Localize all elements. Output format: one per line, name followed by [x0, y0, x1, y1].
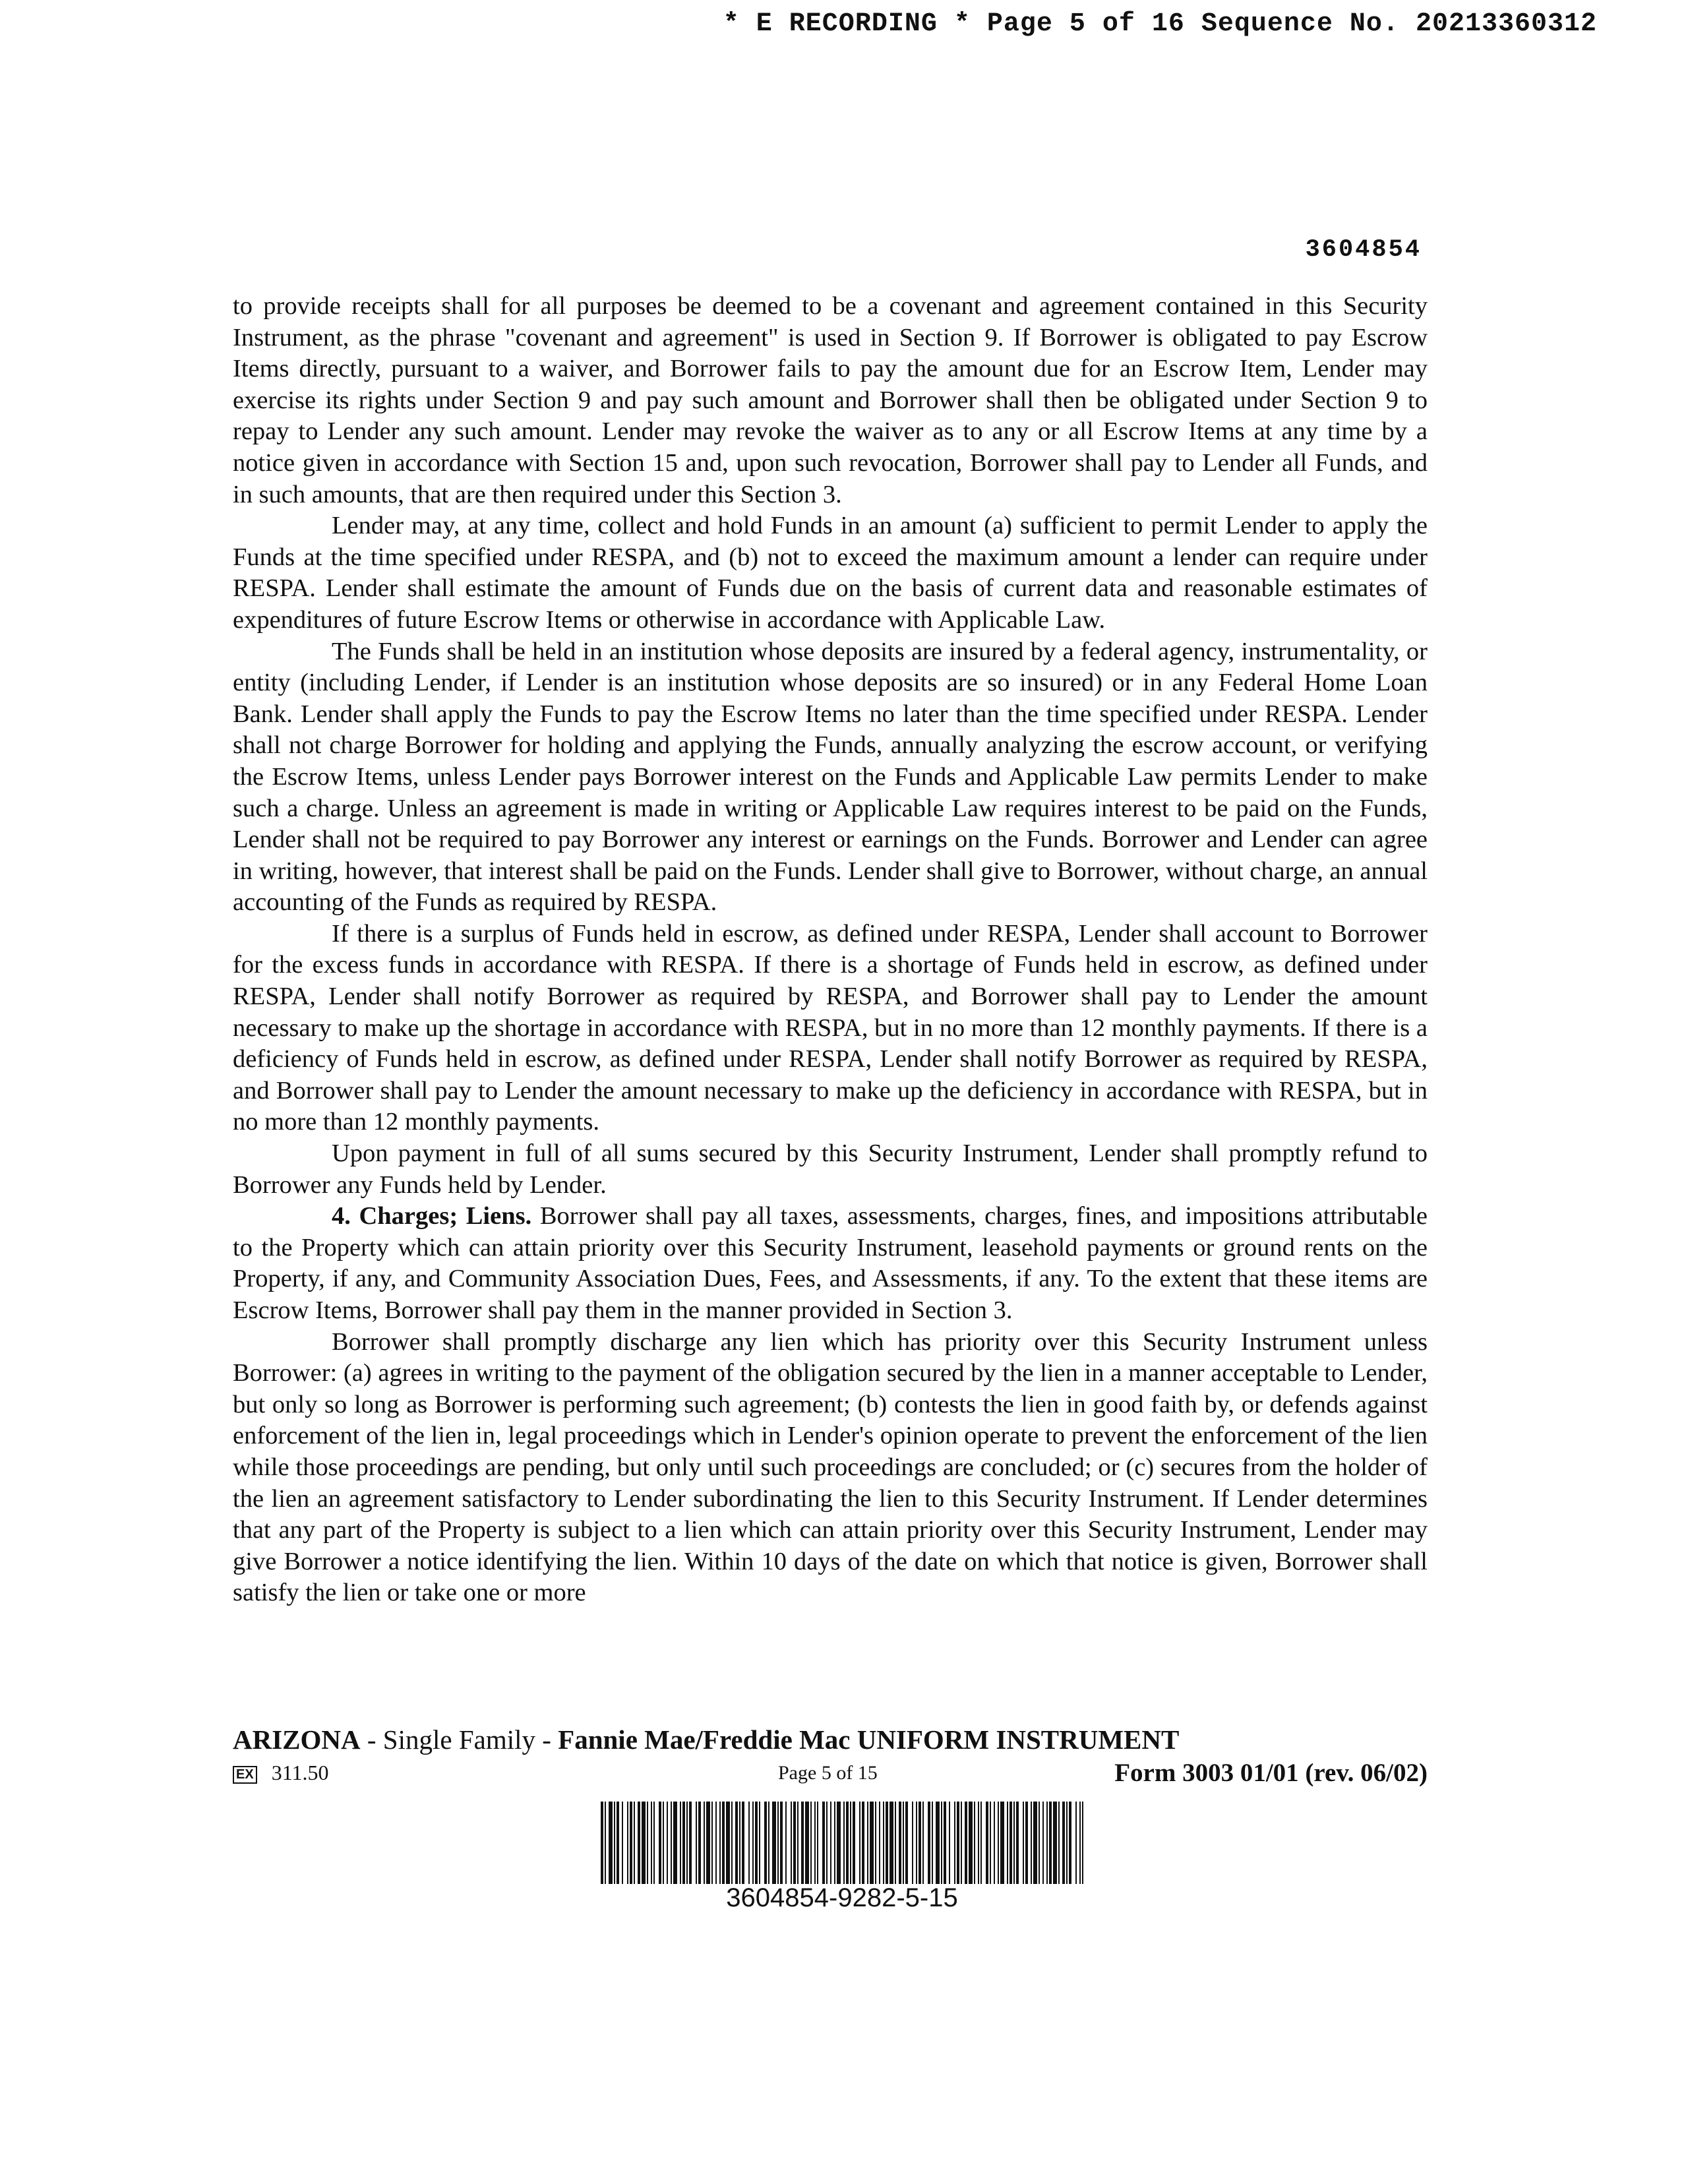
footer-instrument: Fannie Mae/Freddie Mac UNIFORM INSTRUMENT — [558, 1724, 1180, 1755]
section-4-text: Borrower shall pay all taxes, assessments, charges, fines, and impositions attributable to the Property which can attain priority over this Security Instrument, leasehold payments or ground rents on the Property, if any, and Community Association Dues, Fees, and Assessments, if any. To the extent that these items are Escrow Items, Borrower shall pay them in the manner provided in Section 3. — [233, 1202, 1428, 1324]
paragraph-refund: Upon payment in full of all sums secured by this Security Instrument, Lender shall promptly refund to Borrower any Funds held by Lender. — [233, 1139, 1428, 1199]
barcode-image — [601, 1802, 1083, 1884]
section-4-heading: 4. Charges; Liens. — [332, 1202, 532, 1230]
paragraph-continuation: to provide receipts shall for all purposes be deemed to be a covenant and agreement contained in this Security Instrument, as the phrase "covenant and agreement" is used in Section 9. If Borrower is obligated to pay Escrow Items directly, pursuant to a waiver, and Borrower fails to pay the amount due for an Escrow Item, Lender may exercise its rights under Section 9 and pay such amount and Borrower shall then be obligated under Section 9 to repay to Lender any such amount. Lender may revoke the waiver as to any or all Escrow Items at any time by a notice given in accordance with Section 15 and, upon such revocation, Borrower shall pay to Lender all Funds, and in such amounts, that are then required under this Section 3. — [233, 292, 1428, 508]
paragraph-fund-collection: Lender may, at any time, collect and hold Funds in an amount (a) sufficient to permit Lender to apply the Funds at the time specified under RESPA, and (b) not to exceed the maximum amount a lender can require under RESPA. Lender shall estimate the amount of Funds due on the basis of current data and reasonable estimates of expenditures of future Escrow Items or otherwise in accordance with Applicable Law. — [233, 512, 1428, 634]
footer-left — [233, 1761, 329, 1785]
paragraph-fund-holding: The Funds shall be held in an institution whose deposits are insured by a federal agency, instrumentality, or entity (including Lender, if Lender is an institution whose deposits are so insured) or in any Federal Home Loan Bank. Lender shall apply the Funds to pay the Escrow Items no later than the time specified under RESPA. Lender shall not charge Borrower for holding and applying the Funds, annually analyzing the escrow account, or verifying the Escrow Items, unless Lender pays Borrower interest on the Funds and Applicable Law permits Lender to make such a charge. Unless an agreement is made in writing or Applicable Law requires interest to be paid on the Funds, Lender shall not be required to pay Borrower any interest or earnings on the Funds. Borrower and Lender can agree in writing, however, that interest shall be paid on the Funds. Lender shall give to Borrower, without charge, an annual accounting of the Funds as required by RESPA. — [233, 637, 1428, 917]
form-title-line — [233, 1724, 1179, 1755]
footer-state: ARIZONA — [233, 1724, 361, 1755]
footer-page-number: Page 5 of 15 — [778, 1762, 878, 1784]
section-4-paragraph — [233, 1201, 1428, 1326]
footer-form-number: Form 3003 01/01 (rev. 06/02) — [1114, 1759, 1428, 1787]
form-info-line — [233, 1758, 1428, 1787]
document-number: 3604854 — [1305, 236, 1422, 264]
paragraph-lien-discharge: Borrower shall promptly discharge any lien which has priority over this Security Instrument unless Borrower: (a) agrees in writing to the payment of the obligation secured by the lien in a manner acceptable to Lender, but only so long as Borrower is performing such agreement; (b) contests the lien in good faith by, or defends against enforcement of the lien in, legal proceedings which in Lender's opinion operate to prevent the enforcement of the lien while those proceedings are pending, but only until such proceedings are concluded; or (c) secures from the holder of the lien an agreement satisfactory to Lender subordinating the lien to this Security Instrument. If Lender determines that any part of the Property is subject to a lien which can attain priority over this Security Instrument, Lender may give Borrower a notice identifying the lien. Within 10 days of the date on which that notice is given, Borrower shall satisfy the lien or take one or more — [233, 1327, 1428, 1607]
footer-separator: - Single Family - — [360, 1724, 558, 1755]
body-text — [233, 291, 1428, 1609]
recording-header: * E RECORDING * Page 5 of 16 Sequence No. 20213360312 — [723, 9, 1597, 39]
footer-code: 311.50 — [271, 1761, 329, 1784]
barcode-number: 3604854-9282-5-15 — [726, 1883, 958, 1912]
paragraph-surplus-shortage: If there is a surplus of Funds held in escrow, as defined under RESPA, Lender shall account to Borrower for the excess funds in accordance with RESPA. If there is a shortage of Funds held in escrow, as defined under RESPA, Lender shall notify Borrower as required by RESPA, and Borrower shall pay to Lender the amount necessary to make up the shortage in accordance with RESPA, but in no more than 12 monthly payments. If there is a deficiency of Funds held in escrow, as defined under RESPA, Lender shall notify Borrower as required by RESPA, and Borrower shall pay to Lender the amount necessary to make up the deficiency in accordance with RESPA, but in no more than 12 monthly payments. — [233, 919, 1428, 1136]
form-logo-icon: EX — [233, 1766, 257, 1784]
